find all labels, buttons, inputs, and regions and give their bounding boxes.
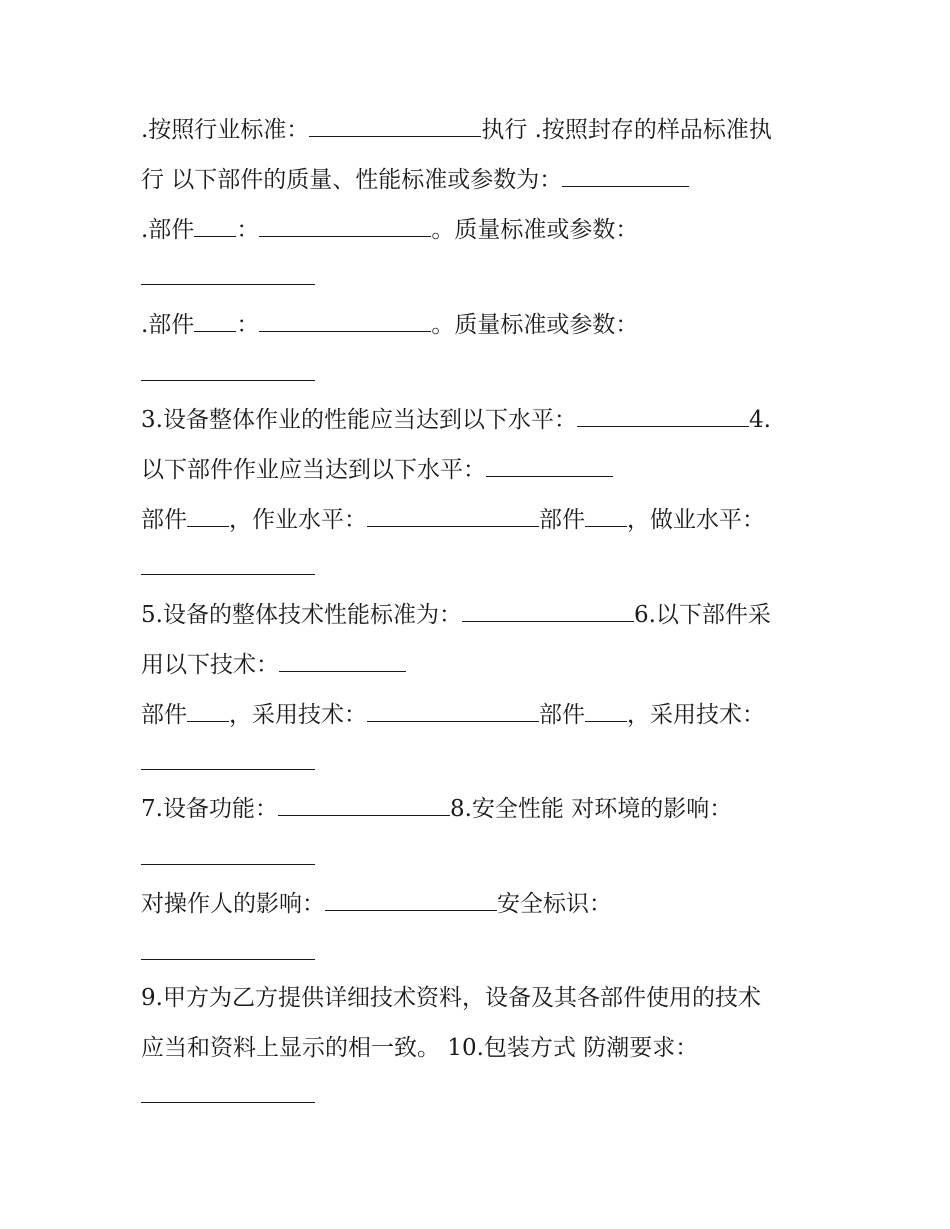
text-segment: 7.设备功能： [141, 796, 278, 822]
text-segment: 6.以下部件采 [633, 602, 771, 628]
fill-in-blank[interactable] [309, 135, 481, 137]
blank-line [141, 743, 315, 783]
text-segment: 应当和资料上显示的相一致。 10.包装方式 防潮要求： [141, 1035, 699, 1061]
fill-in-blank[interactable] [585, 720, 627, 722]
text-segment: .部件 [141, 217, 195, 243]
text-segment: 部件 [141, 702, 187, 728]
text-segment: 。质量标准或参数： [431, 217, 639, 243]
blank-line [141, 933, 315, 973]
text-segment: ，作业水平： [229, 507, 367, 533]
fill-in-blank[interactable] [141, 768, 315, 770]
fill-in-blank[interactable] [367, 525, 539, 527]
fill-in-blank[interactable] [279, 670, 406, 672]
text-segment: 。质量标准或参数： [431, 312, 639, 338]
text-segment: 8.安全性能 对环境的影响： [449, 796, 733, 822]
text-line [141, 305, 638, 345]
text-segment: 执行 .按照封存的样品标准执 [481, 117, 772, 143]
fill-in-blank[interactable] [141, 863, 315, 865]
fill-in-blank[interactable] [141, 573, 315, 575]
text-line [141, 210, 638, 250]
text-segment: .部件 [141, 312, 195, 338]
blank-line [141, 548, 315, 588]
fill-in-blank[interactable] [141, 1101, 315, 1103]
text-segment: 行 以下部件的质量、性能标准或参数为： [141, 167, 563, 193]
text-segment: ，做业水平： [627, 507, 765, 533]
fill-in-blank[interactable] [259, 330, 431, 332]
text-segment: ： [236, 312, 260, 338]
text-line [141, 595, 771, 635]
fill-in-blank[interactable] [259, 235, 431, 237]
fill-in-blank[interactable] [187, 720, 229, 722]
fill-in-blank[interactable] [194, 235, 236, 237]
text-line [141, 500, 765, 540]
fill-in-blank[interactable] [278, 814, 450, 816]
fill-in-blank[interactable] [577, 425, 749, 427]
blank-line [141, 838, 315, 878]
text-line [141, 1028, 698, 1068]
text-line [141, 110, 772, 150]
text-segment: 5.设备的整体技术性能标准为： [141, 602, 462, 628]
text-line [141, 160, 689, 200]
fill-in-blank[interactable] [367, 720, 539, 722]
fill-in-blank[interactable] [585, 525, 627, 527]
text-segment: .按照行业标准： [141, 117, 310, 143]
text-segment: ： [236, 217, 260, 243]
fill-in-blank[interactable] [462, 620, 634, 622]
text-line [141, 884, 612, 924]
blank-line [141, 1076, 315, 1116]
text-line [141, 645, 406, 685]
text-segment: 部件 [539, 507, 585, 533]
fill-in-blank[interactable] [562, 185, 689, 187]
text-segment: 9.甲方为乙方提供详细技术资料，设备及其各部件使用的技术 [141, 985, 761, 1011]
text-segment: 部件 [539, 702, 585, 728]
text-segment: 对操作人的影响： [141, 891, 325, 917]
text-segment: ，采用技术： [627, 702, 765, 728]
fill-in-blank[interactable] [141, 958, 315, 960]
text-segment: 以下部件作业应当达到以下水平： [141, 457, 486, 483]
text-line [141, 978, 761, 1018]
blank-line [141, 258, 315, 298]
text-segment: 部件 [141, 507, 187, 533]
text-line [141, 400, 771, 440]
fill-in-blank[interactable] [486, 475, 613, 477]
fill-in-blank[interactable] [187, 525, 229, 527]
blank-line [141, 354, 315, 394]
fill-in-blank[interactable] [325, 909, 497, 911]
fill-in-blank[interactable] [194, 330, 236, 332]
text-segment: 用以下技术： [141, 652, 279, 678]
text-line [141, 450, 613, 490]
text-segment: ，采用技术： [229, 702, 367, 728]
fill-in-blank[interactable] [141, 283, 315, 285]
fill-in-blank[interactable] [141, 379, 315, 381]
text-segment: 安全标识： [497, 891, 612, 917]
text-line [141, 695, 765, 735]
text-segment: 4. [748, 407, 771, 433]
text-line [141, 789, 732, 829]
text-segment: 3.设备整体作业的性能应当达到以下水平： [141, 407, 577, 433]
